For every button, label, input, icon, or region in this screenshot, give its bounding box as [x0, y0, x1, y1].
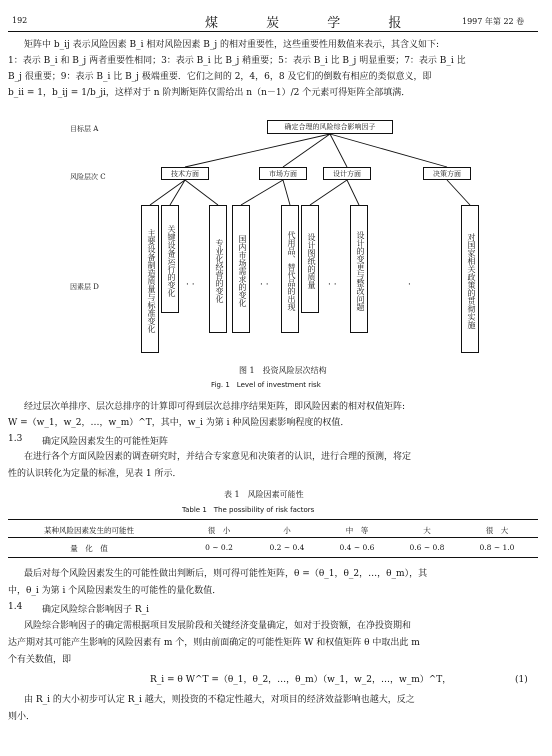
table-bottom-rule — [8, 557, 538, 558]
d-box-design-changes: 设计的变更与整改问题 — [350, 205, 368, 333]
c-box-technology: 技术方面 — [161, 167, 209, 180]
para3-line2: 性的认识转化为定量的标准，见表 1 所示． — [8, 469, 182, 479]
d-box-equipment-operation: 关键设备运行的变化 — [161, 205, 179, 313]
d-box-specialization: 专业化经营的变化 — [209, 205, 227, 333]
d-box-domestic-demand: 国内市场需求的变化 — [232, 205, 250, 333]
para1-line2: 1：表示 B_i 和 B_j 两者重要性相同；3：表示 B_i 比 B_j 稍重要；5：表示 B_i 比 B_j 明显重要；7：表示 B_i 比 — [8, 56, 466, 66]
para5-line2: 达产期对其可能产生影响的风险因素有 m 个，则由前面确定的可能性矩阵 W 和权值矩阵 θ 中取出此 m — [8, 638, 420, 648]
issue-info: 1997 年第 22 卷 — [462, 17, 525, 26]
figure-caption-cn: 图 1 投资风险层次结构 — [239, 366, 327, 375]
equation-1: R_i = θ W^T =（θ_1，θ_2，…，θ_m）（w_1，w_2，…，w_m）^T， — [150, 675, 452, 685]
table-cell-very-small: 0 ~ 0.2 — [205, 543, 233, 552]
table-top-rule — [8, 519, 538, 520]
table-mid-rule — [8, 537, 538, 538]
level-a-label: 目标层 A — [70, 125, 99, 133]
table-header-small: 小 — [283, 526, 291, 535]
ellipsis-1: · · — [186, 280, 195, 290]
d-box-drawing-quality: 设计图纸的质量 — [301, 205, 319, 313]
c-box-market: 市场方面 — [259, 167, 307, 180]
para4-line2: 中，θ_i 为第 i 个风险因素发生的可能性的量化数值． — [8, 586, 222, 596]
para1-line4: b_ii = 1，b_ij = 1/b_ji，这样对于 n 阶判断矩阵仅需给出 n（n－1）/2 个元素可得矩阵全部填满． — [8, 88, 411, 98]
table-title-en: Table 1 The possibility of risk factors — [182, 506, 315, 514]
para6-line1: 由 R_i 的大小初步可认定 R_i 越大，则投资的不稳定性越大，对项目的经济效益影响也越大，反之 — [24, 695, 415, 705]
goal-box: 确定合理的风险综合影响因子 — [267, 120, 393, 134]
table-cell-large: 0.6 ~ 0.8 — [409, 543, 445, 552]
para2-line2: W =（w_1，w_2，…，w_m）^T，其中，w_i 为第 i 种风险因素影响程度的权值． — [8, 418, 350, 428]
d-box-substitutes: 代用品、替代品的出现 — [281, 205, 299, 333]
section-1-3-number: 1.3 — [8, 434, 23, 444]
table-cell-small: 0.2 ~ 0.4 — [269, 543, 305, 552]
ellipsis-3: · · — [328, 280, 337, 290]
equation-1-number: (1) — [515, 675, 528, 685]
para5-line1: 风险综合影响因子的确定需根据项目发展阶段和关键经济变量确定，如对于投资额，在净投资期和 — [24, 621, 412, 631]
para5-line3: 个有关数值，即 — [8, 655, 72, 665]
table-cell-very-large: 0.8 ~ 1.0 — [479, 543, 515, 552]
ellipsis-2: · · — [260, 280, 269, 290]
ellipsis-4: · — [408, 280, 411, 290]
table-header-very-large: 很 大 — [485, 526, 509, 535]
table-title-cn: 表 1 风险因素可能性 — [224, 490, 304, 499]
para1-line1: 矩阵中 b_ij 表示风险因素 B_i 相对风险因素 B_j 的相对重要性，这些重要性用数值来表示，其含义如下: — [24, 40, 440, 50]
table-cell-medium: 0.4 ~ 0.6 — [339, 543, 375, 552]
para6-line2: 则小． — [8, 712, 36, 722]
c-box-design: 设计方面 — [323, 167, 371, 180]
d-box-policy: 对国家相关政策的贯彻实施 — [461, 205, 479, 353]
para1-line3: B_j 很重要；9：表示 B_i 比 B_j 极端重要．它们之间的 2，4，6，8 及它们的倒数有相应的类似意义，即 — [8, 72, 432, 82]
para2-line1: 经过层次单排序、层次总排序的计算即可得到层次总排序结果矩阵，即风险因素的相对权值矩阵: — [24, 402, 406, 412]
section-1-4-title: 确定风险综合影响因子 R_i — [42, 605, 150, 615]
table-header-very-small: 很 小 — [207, 526, 231, 535]
level-c-label: 风险层次 C — [70, 173, 106, 181]
para3-line1: 在进行各个方面风险因素的调查研究时，并结合专家意见和决策者的认识，进行合理的预测，将定 — [24, 452, 412, 462]
table-header-factor: 某种风险因素发生的可能性 — [44, 526, 134, 535]
level-d-label: 因素层 D — [70, 283, 99, 291]
table-row-label: 量 化 值 — [70, 544, 108, 553]
c-box-decision: 决策方面 — [423, 167, 471, 180]
d-box-equipment-quality: 主要设备制造质量与标准变化 — [141, 205, 159, 353]
journal-title: 煤 炭 学 报 — [205, 16, 424, 31]
table-header-medium: 中 等 — [345, 526, 369, 535]
figure-caption-en: Fig. 1 Level of investment risk — [211, 381, 321, 389]
section-1-4-number: 1.4 — [8, 602, 23, 612]
section-1-3-title: 确定风险因素发生的可能性矩阵 — [42, 437, 169, 447]
table-header-large: 大 — [423, 526, 431, 535]
para4-line1: 最后对每个风险因素发生的可能性做出判断后，则可得可能性矩阵，θ =（θ_1，θ_2，…，θ_m），其 — [24, 569, 428, 579]
page-number: 192 — [12, 16, 28, 25]
